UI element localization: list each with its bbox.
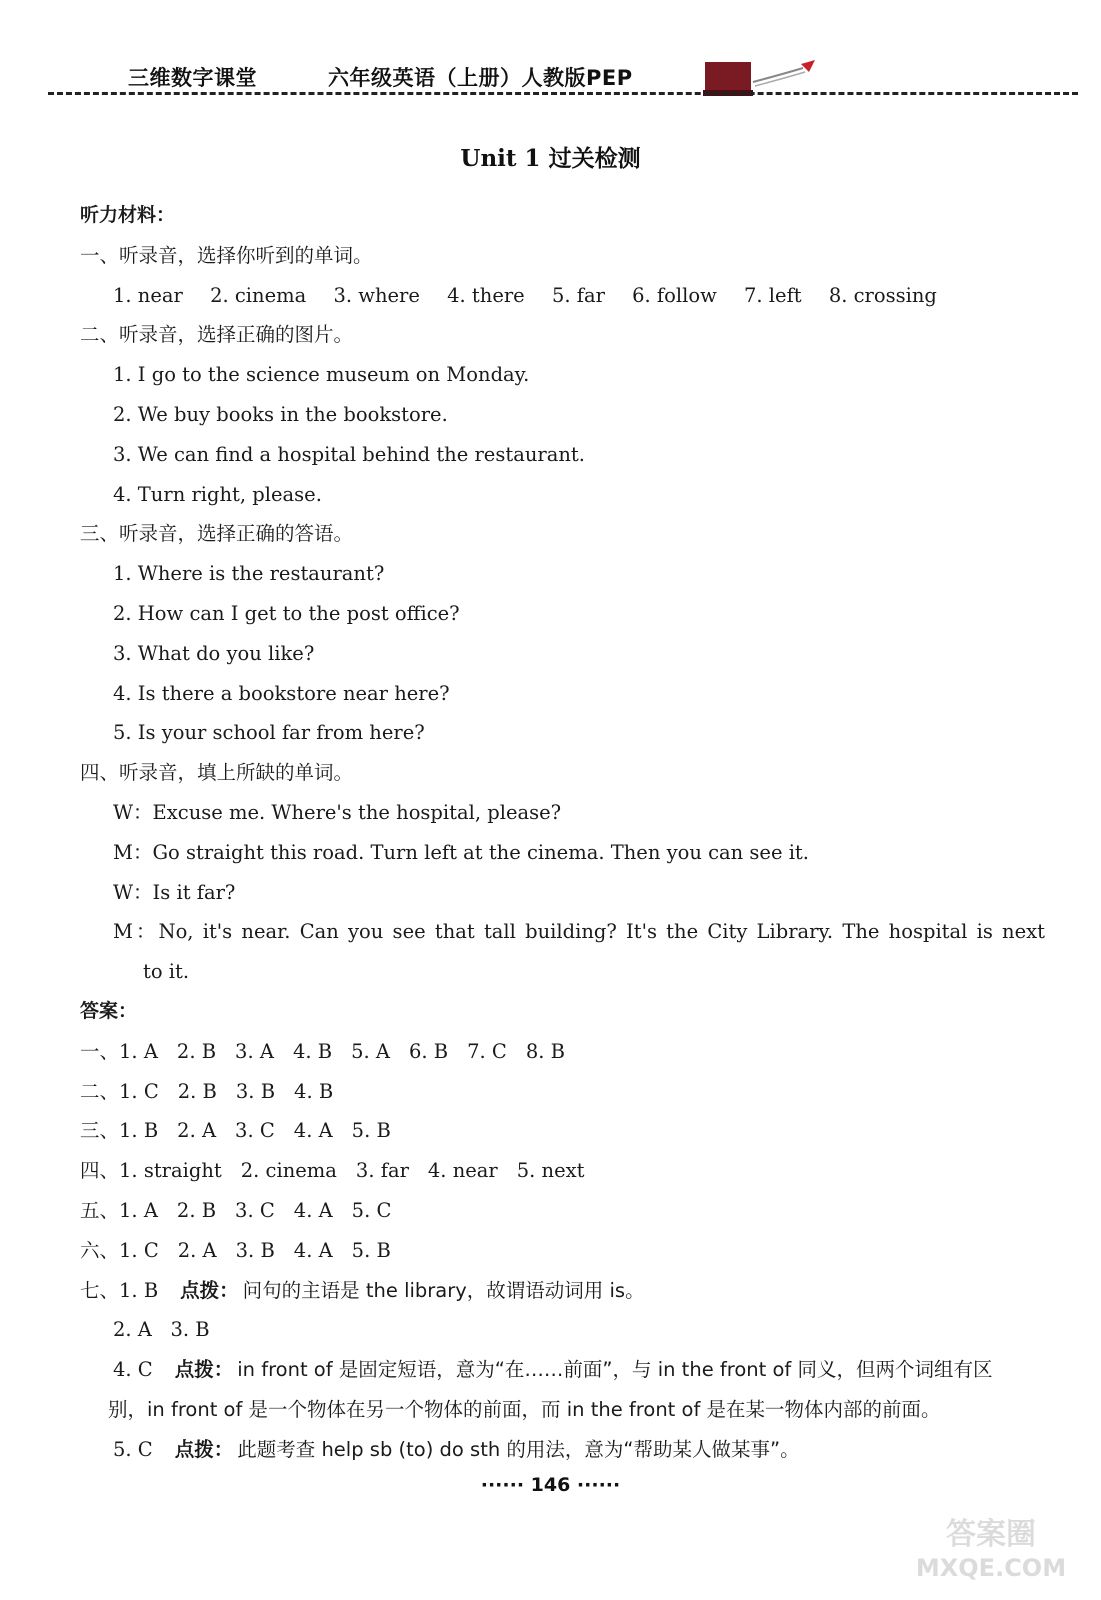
dialog-line: W：Excuse me. Where's the hospital, please? <box>113 800 562 824</box>
hint-label: 点拨： <box>174 1358 234 1382</box>
answer-item: 5. B <box>351 1119 391 1143</box>
header-divider <box>48 92 1078 95</box>
answer-item: 1. A <box>119 1198 158 1222</box>
answer-item: 6. B <box>408 1039 449 1063</box>
answer-item: 3. C <box>235 1198 275 1222</box>
word-item: 7. left <box>743 283 802 307</box>
answer-item: 2. A <box>177 1238 217 1262</box>
word-item: 4. there <box>447 283 525 307</box>
word-item: 1. near <box>113 283 183 307</box>
answer-item: 3. C <box>235 1119 275 1143</box>
answer-item: 7. C <box>467 1039 507 1063</box>
answer-row-5 <box>80 1191 1045 1231</box>
section-2-item: 3. We can find a hospital behind the restaurant. <box>113 442 585 466</box>
word-item: 6. follow <box>632 283 717 307</box>
answer-item: 1. C <box>119 1079 159 1103</box>
section-3-item: 5. Is your school far from here? <box>113 721 425 745</box>
page-content <box>80 196 1045 1470</box>
answer-item: 1. B <box>119 1278 159 1302</box>
answer-row-prefix: 四、 <box>80 1159 120 1183</box>
answer-item: 4. B <box>294 1079 334 1103</box>
answer-item: 3. far <box>355 1159 409 1183</box>
answer-row-1 <box>80 1032 1045 1072</box>
answer-row-prefix: 六、 <box>80 1238 120 1262</box>
hint-text: 问句的主语是 the library，故谓语动词用 is。 <box>242 1278 645 1302</box>
section-2-item: 2. We buy books in the bookstore. <box>113 402 448 426</box>
section-2-item: 1. I go to the science museum on Monday. <box>113 363 530 387</box>
section-3-item: 3. What do you like? <box>113 641 315 665</box>
answer-row-6 <box>80 1231 1045 1271</box>
section-3-item: 2. How can I get to the post office? <box>113 601 460 625</box>
answer-item: 5. B <box>351 1238 391 1262</box>
answer-item: 2. B <box>177 1079 217 1103</box>
section-3-item: 4. Is there a bookstore near here? <box>113 681 450 705</box>
answer-row-prefix: 三、 <box>80 1119 120 1143</box>
answer-item: 3. B <box>235 1079 276 1103</box>
answer-row-2 <box>80 1072 1045 1112</box>
answer-item: 2. B <box>176 1198 217 1222</box>
dialog-line: M：Go straight this road. Turn left at the cinema. Then you can see it. <box>113 840 809 864</box>
section-4-heading: 四、听录音，填上所缺的单词。 <box>80 761 354 785</box>
dialog-line: W：Is it far? <box>113 880 236 904</box>
answer-item: 1. straight <box>119 1159 222 1183</box>
answer-row-prefix: 七、 <box>80 1278 120 1302</box>
answer-item: 1. C <box>119 1238 159 1262</box>
section-2-heading: 二、听录音，选择正确的图片。 <box>80 323 354 347</box>
watermark-text: 答案圈 <box>946 1517 1036 1552</box>
answer-row-prefix: 二、 <box>80 1079 120 1103</box>
answer-item: 4. near <box>427 1159 498 1183</box>
word-item: 8. crossing <box>828 283 937 307</box>
page-title: Unit 1 过关检测 <box>460 145 641 172</box>
page-number: ······ 146 ······ <box>480 1474 621 1496</box>
dialog-line-continued: to it. <box>143 960 190 984</box>
answer-item: 4. A <box>293 1198 333 1222</box>
section-3-heading: 三、听录音，选择正确的答语。 <box>80 522 354 546</box>
section-1-words <box>80 276 1045 316</box>
answer-row-7-q5 <box>80 1430 1045 1470</box>
answer-item: 4. A <box>293 1238 333 1262</box>
watermark-url: MXQE.COM <box>915 1554 1067 1582</box>
hint-text: in front of 是固定短语，意为“在……前面”，与 in the front of 同义，但两个词组有区 <box>237 1358 993 1382</box>
listening-label: 听力材料： <box>80 204 176 226</box>
hint-text: 此题考查 help sb (to) do sth 的用法，意为“帮助某人做某事”。 <box>237 1437 800 1461</box>
answer-row-7-continued: 2. A 3. B <box>113 1318 210 1342</box>
answer-row-7-q4 <box>80 1350 1045 1390</box>
answer-item: 4. C <box>113 1358 153 1382</box>
word-item: 5. far <box>551 283 605 307</box>
page-header <box>48 52 1088 102</box>
answer-item: 1. A <box>119 1039 158 1063</box>
answer-item: 2. cinema <box>240 1159 337 1183</box>
hint-text-continued: 别，in front of 是一个物体在另一个物体的前面，而 in the front of 是在某一物体内部的前面。 <box>108 1397 941 1421</box>
answer-row-prefix: 一、 <box>80 1039 120 1063</box>
answer-row-3 <box>80 1111 1045 1151</box>
word-item: 2. cinema <box>210 283 307 307</box>
answer-item: 5. C <box>351 1198 392 1222</box>
word-item: 3. where <box>333 283 420 307</box>
answers-label: 答案： <box>80 999 138 1022</box>
answer-row-4 <box>80 1151 1045 1191</box>
answer-item: 2. A <box>177 1119 217 1143</box>
hint-label: 点拨： <box>180 1278 239 1302</box>
answer-item: 4. A <box>293 1119 333 1143</box>
answer-item: 5. next <box>516 1159 585 1183</box>
answer-row-prefix: 五、 <box>80 1198 120 1222</box>
section-2-item: 4. Turn right, please. <box>113 482 322 506</box>
header-series-title: 三维数字课堂 <box>128 66 257 90</box>
hint-label: 点拨： <box>174 1437 234 1461</box>
dialog-line: M：No, it's near. Can you see that tall building? It's the City Library. The hospital is next <box>113 920 1045 944</box>
watermark-logo <box>901 1506 1081 1586</box>
answer-item: 4. B <box>292 1039 333 1063</box>
answer-item: 5. A <box>351 1039 390 1063</box>
answer-item: 1. B <box>119 1119 159 1143</box>
answer-item: 5. C <box>113 1437 153 1461</box>
section-3-item: 1. Where is the restaurant? <box>113 562 385 586</box>
section-1-heading: 一、听录音，选择你听到的单词。 <box>80 243 373 267</box>
answer-item: 2. B <box>176 1039 217 1063</box>
answer-item: 8. B <box>525 1039 565 1063</box>
answer-item: 3. B <box>235 1238 275 1262</box>
answer-row-7 <box>80 1271 1045 1311</box>
answer-item: 3. A <box>235 1039 274 1063</box>
header-book-title: 六年级英语（上册）人教版PEP <box>328 66 633 90</box>
